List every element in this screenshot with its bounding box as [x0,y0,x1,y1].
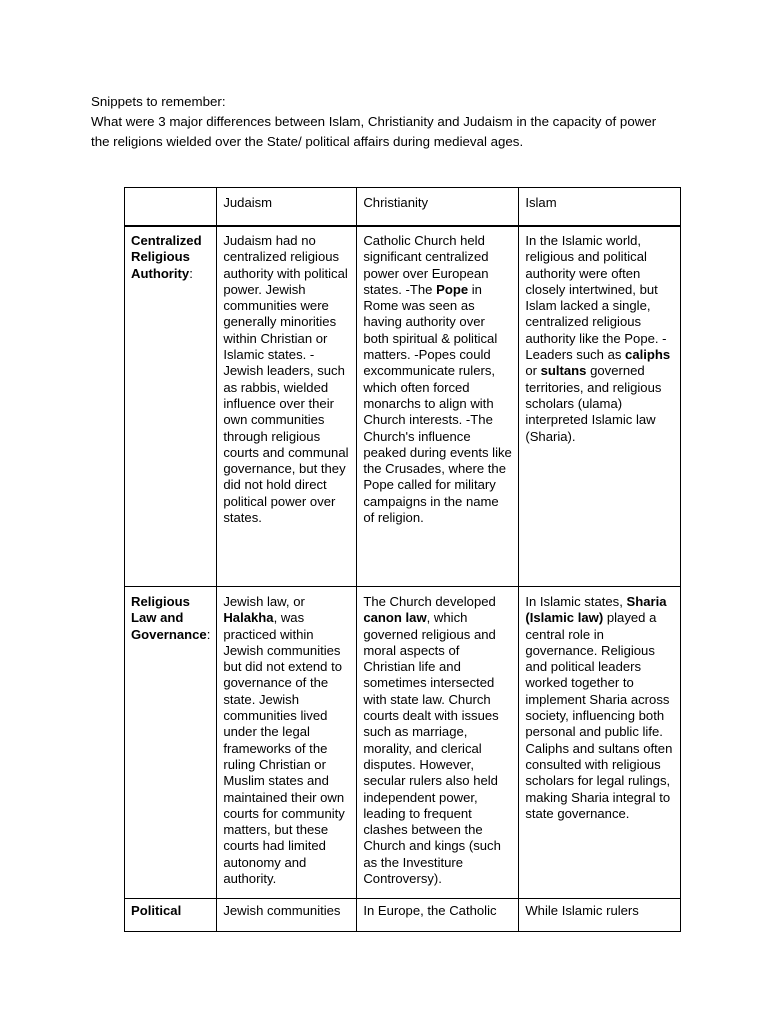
cell-bold-text: Halakha [223,610,274,626]
cell-islam-political: While Islamic rulers [519,899,681,932]
cell-text: In the Islamic world, religious and political authority were often closely intertwined, but Islam lacked a single, centralized religious authority like the Pope. - Leaders such as [525,233,667,363]
header-judaism: Judaism [217,188,357,227]
cell-christianity-law [357,587,519,899]
intro-question-line-2: the religions wielded over the State/ political affairs during medieval ages. [91,134,524,149]
cell-text: Jewish law, or [223,594,305,609]
table-header-row [125,188,681,227]
header-islam: Islam [519,188,681,227]
intro-title: Snippets to remember: [91,94,226,109]
table-row [125,226,681,587]
header-christianity: Christianity [357,188,519,227]
row-heading-religious-law [125,587,217,899]
cell-judaism-political: Jewish communities [217,899,357,932]
cell-text: governed territories, and religious scholars (ulama) interpreted Islamic law (Sharia). [525,363,662,444]
cell-bold-text: caliphs [625,347,671,363]
cell-text: , which governed religious and moral aspects of Christian life and sometimes intersected with state law. Church courts dealt with issues such as marriage, morality, and clerical disputes. However, secular rulers also held independent power, leading to frequent clashes between the Church and kings (such as the Investiture Controversy). [363,610,501,887]
cell-bold-text: sultans [540,363,587,379]
row-heading-text: Religious Law and Governance [131,594,207,642]
cell-text: or [525,363,541,379]
cell-bold-text: canon law [363,610,427,626]
cell-bold-text: Pope [436,281,469,297]
cell-judaism-law [217,587,357,899]
cell-text: , was practiced within Jewish communities but did not extend to governance of the state. Jewish communities lived under the legal frameworks of the ruling Christian or Muslim states and maintained their own courts for community matters, but these courts had limited autonomy and authority. [223,610,345,887]
cell-judaism-authority: Judaism had no centralized religious authority with political power. Jewish communities were generally minorities within Christian or Islamic states. -Jewish leaders, such as rabbis, wielded influence over their own communities through religious courts and communal governance, but they did not hold direct political power over states. [217,226,357,587]
cell-text: played a central role in governance. Religious and political leaders worked together to implement Sharia across society, influencing both personal and public life. Caliphs and sultans often consulted with religious scholars for legal rulings, making Sharia integral to state governance. [525,610,673,821]
table-row [125,899,681,932]
row-heading-political: Political [125,899,217,932]
table-row [125,587,681,899]
cell-text: in Rome was seen as having authority over both spiritual & political matters. -Popes could excommunicate rulers, which often forced monarchs to align with Church interests. -The Church's influence peaked during events like the Crusades, where the Pope called for military campaigns in the name of religion. [363,281,512,526]
cell-bold-text: Sharia (Islamic law) [525,594,667,626]
row-heading-text: Centralized Religious Authority [131,233,202,281]
cell-text: Catholic Church held significant centralized power over European states. -The [363,233,489,297]
row-heading-suffix: : [189,265,193,281]
cell-christianity-authority [357,226,519,587]
intro-section [91,92,691,152]
row-heading-suffix: : [206,626,211,642]
header-empty-cell [125,188,217,227]
cell-islam-authority [519,226,681,587]
cell-text: The Church developed [363,594,496,609]
row-heading-centralized-authority [125,226,217,587]
comparison-table [124,187,681,932]
cell-islam-law [519,587,681,899]
cell-text: In Islamic states, [525,594,627,609]
intro-question-line-1: What were 3 major differences between Islam, Christianity and Judaism in the capacity of power [91,114,657,129]
cell-christianity-political: In Europe, the Catholic [357,899,519,932]
